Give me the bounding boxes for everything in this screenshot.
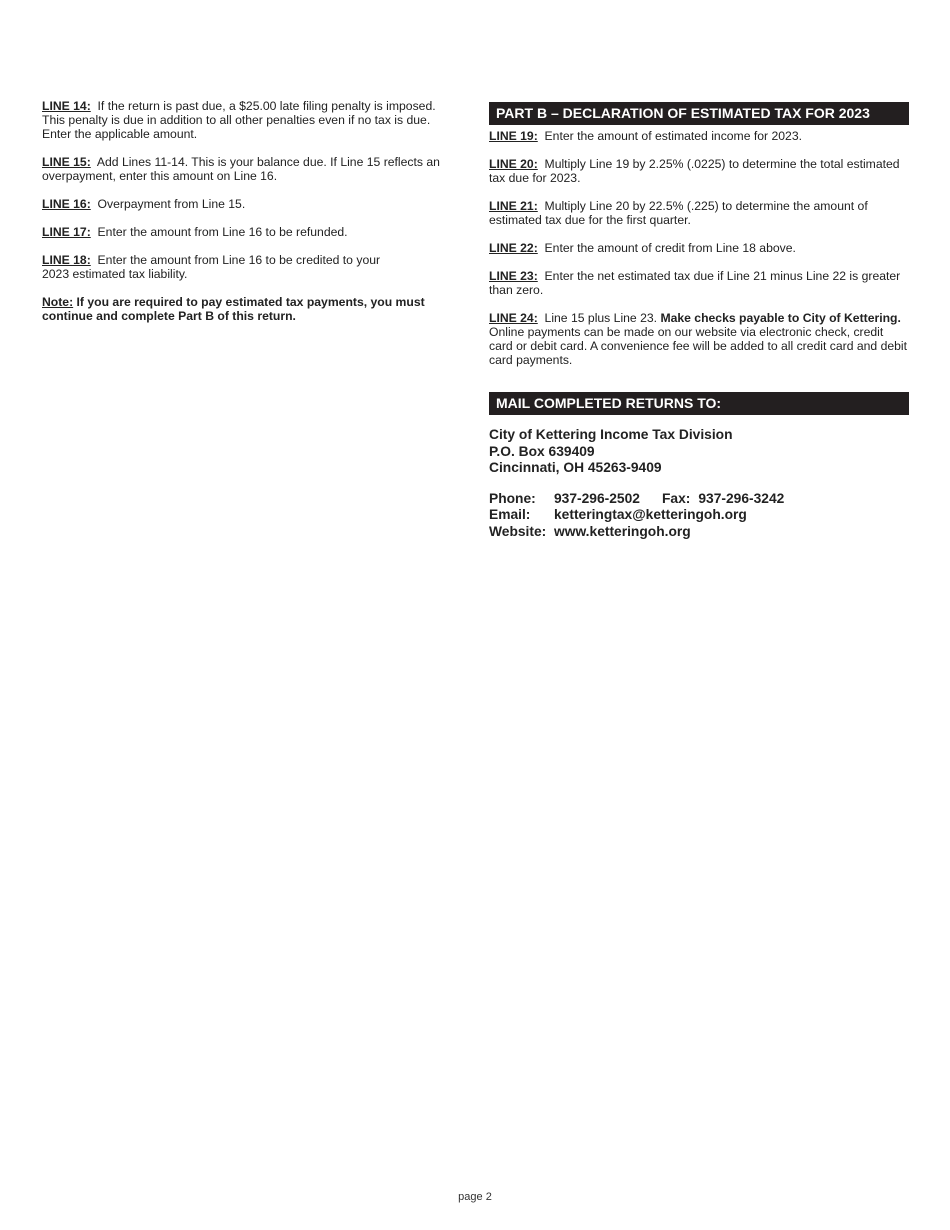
mailing-address [489, 427, 909, 477]
line-16-instruction [42, 197, 452, 211]
line-17-instruction [42, 225, 452, 239]
phone-number: 937-296-2502 [554, 490, 640, 506]
line-19-text: Enter the amount of estimated income for 2023. [544, 129, 802, 143]
address-line-2: P.O. Box 639409 [489, 443, 595, 459]
left-column [42, 99, 452, 337]
line-22-text: Enter the amount of credit from Line 18 above. [544, 241, 796, 255]
email-label: Email: [489, 507, 531, 522]
line-14-text: If the return is past due, a $25.00 late filing penalty is imposed. This penalty is due in addition to all other penalties even if no tax is due. Enter the applicable amount. [42, 99, 436, 141]
line-16-label: LINE 16: [42, 197, 91, 211]
page-number: page 2 [458, 1191, 492, 1203]
line-24-instruction [489, 311, 909, 367]
line-19-instruction [489, 129, 909, 143]
note-label: Note: [42, 295, 74, 309]
line-22-instruction [489, 241, 909, 255]
online-payments-text: Online payments can be made on our website via electronic check, credit card or debit card. A convenience fee will be added to all credit card and debit card payments. [489, 325, 908, 367]
checks-payable-note: Make checks payable to City of Kettering. [660, 311, 901, 325]
line-15-text: Add Lines 11-14. This is your balance due. If Line 15 reflects an overpayment, enter this amount on Line 16. [42, 155, 440, 183]
line-14-instruction [42, 99, 452, 141]
line-20-label: LINE 20: [489, 157, 538, 171]
line-17-label: LINE 17: [42, 225, 91, 239]
line-23-instruction [489, 269, 909, 297]
address-line-1: City of Kettering Income Tax Division [489, 427, 733, 442]
line-21-label: LINE 21: [489, 199, 538, 213]
line-17-text: Enter the amount from Line 16 to be refunded. [97, 225, 348, 239]
line-18-label: LINE 18: [42, 253, 91, 267]
line-18-text-cont: 2023 estimated tax liability. [42, 267, 188, 281]
line-16-text: Overpayment from Line 15. [97, 197, 246, 211]
address-line-3: Cincinnati, OH 45263-9409 [489, 460, 662, 475]
website-row [489, 524, 909, 541]
website-link[interactable]: www.ketteringoh.org [554, 523, 691, 539]
line-21-instruction [489, 199, 909, 227]
line-22-label: LINE 22: [489, 241, 538, 255]
line-23-label: LINE 23: [489, 269, 538, 283]
line-19-label: LINE 19: [489, 129, 538, 143]
website-label: Website: [489, 523, 547, 539]
contact-info [489, 491, 909, 541]
line-24-text: Line 15 plus Line 23. [544, 311, 658, 325]
line-18-instruction [42, 253, 452, 281]
line-15-instruction [42, 155, 452, 183]
note-paragraph [42, 295, 452, 323]
line-14-label: LINE 14: [42, 99, 91, 113]
phone-label: Phone: [489, 490, 536, 506]
part-b-header: PART B – DECLARATION OF ESTIMATED TAX FOR 2023 [489, 102, 909, 125]
line-15-label: LINE 15: [42, 155, 91, 169]
note-text: If you are required to pay estimated tax payments, you must continue and complete Part B of this return. [42, 295, 425, 323]
right-column [489, 102, 909, 540]
line-20-instruction [489, 157, 909, 185]
mail-returns-header: MAIL COMPLETED RETURNS TO: [489, 392, 909, 415]
email-address[interactable]: ketteringtax@ketteringoh.org [554, 507, 747, 522]
line-20-text: Multiply Line 19 by 2.25% (.0225) to determine the total estimated tax due for 2023. [489, 157, 900, 185]
fax-number: 937-296-3242 [698, 490, 785, 506]
email-row [489, 507, 909, 524]
line-18-text: Enter the amount from Line 16 to be credited to your [97, 253, 381, 267]
phone-fax-row [489, 491, 909, 508]
line-24-label: LINE 24: [489, 311, 538, 325]
fax-label: Fax: [662, 490, 691, 506]
line-21-text: Multiply Line 20 by 22.5% (.225) to determine the amount of estimated tax due for the first quarter. [489, 199, 868, 227]
line-23-text: Enter the net estimated tax due if Line 21 minus Line 22 is greater than zero. [489, 269, 901, 297]
